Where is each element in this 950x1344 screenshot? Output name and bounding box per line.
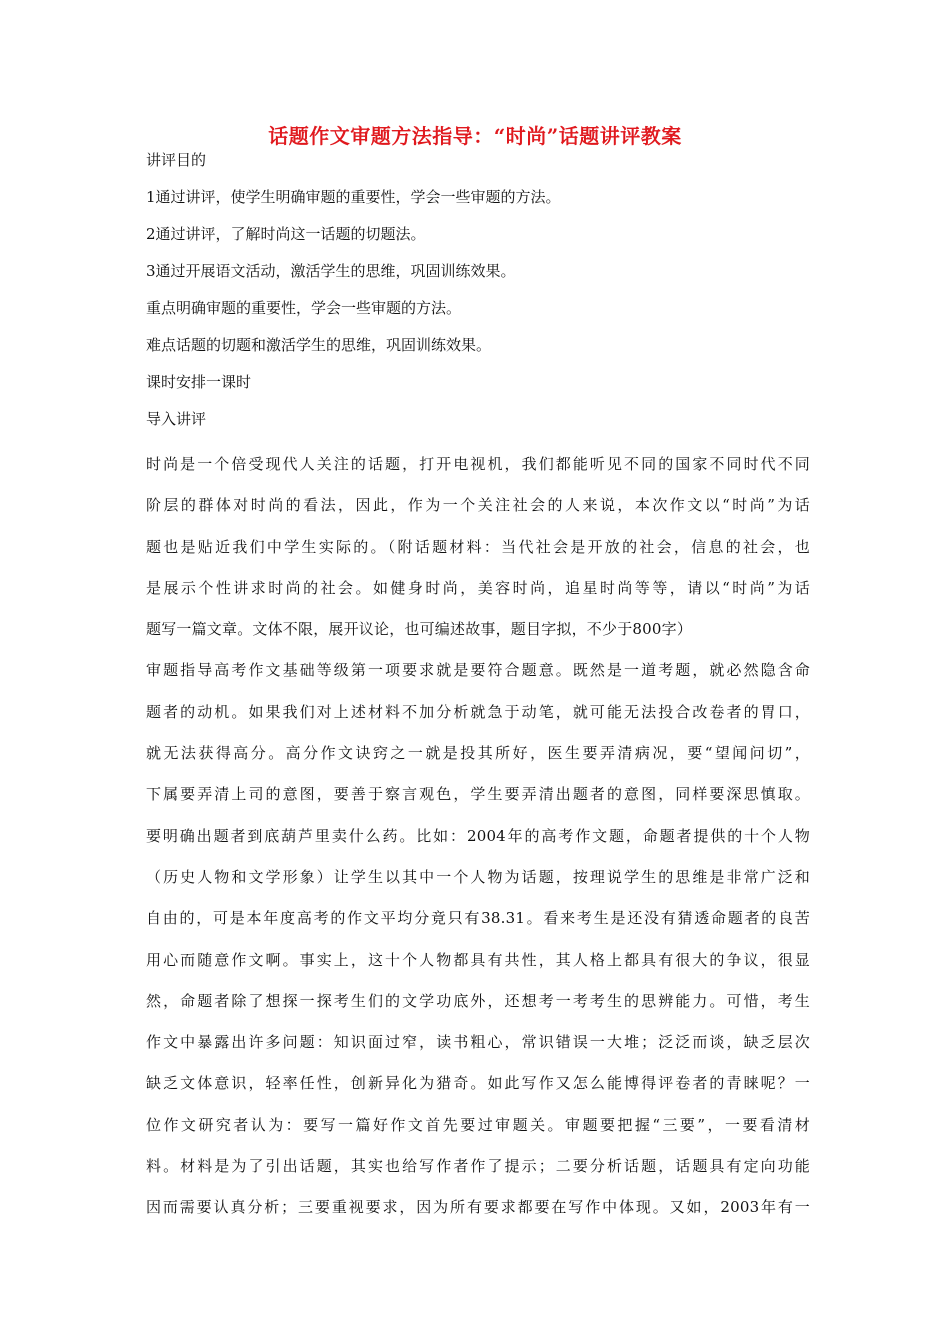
paragraph-line: 是展示个性讲求时尚的社会。如健身时尚，美容时尚，追星时尚等等，请以“时尚”为话: [146, 578, 810, 597]
section-heading-objectives: 讲评目的: [146, 151, 207, 169]
paragraph-line: 就无法获得高分。高分作文诀窍之一就是投其所好，医生要弄清病况，要“望闻问切”，: [146, 744, 810, 763]
paragraph-line: 题也是贴近我们中学生实际的。（附话题材料：当代社会是开放的社会，信息的社会，也: [146, 537, 810, 556]
paragraph-line: 然，命题者除了想探一探考生们的文学功底外，还想考一考考生的思辨能力。可惜，考生: [146, 991, 810, 1010]
paragraph-line: 作文中暴露出许多问题：知识面过窄，读书粗心，常识错误一大堆；泛泛而谈，缺乏层次: [146, 1033, 810, 1052]
paragraph-line: 题者的动机。如果我们对上述材料不加分析就急于动笔，就可能无法投合改卷者的胃口，: [146, 702, 810, 721]
document-body: [146, 148, 810, 1229]
difficult-point-line: 难点话题的切题和激活学生的思维，巩固训练效果。: [146, 336, 492, 354]
paragraph-line: 审题指导高考作文基础等级第一项要求就是要符合题意。既然是一道考题，就必然隐含命: [146, 661, 810, 680]
objective-item-1: 1通过讲评，使学生明确审题的重要性，学会一些审题的方法。: [146, 188, 561, 206]
class-hours-line: 课时安排一课时: [146, 373, 252, 391]
paragraph-line: 因而需要认真分析；三要重视要求，因为所有要求都要在写作中体现。又如，2003年有一: [146, 1198, 810, 1217]
paragraph-line: 题写一篇文章。文体不限，展开议论，也可编述故事，题目字拟，不少于800字）: [146, 620, 693, 639]
paragraph-line: 用心而随意作文啊。事实上，这十个人物都具有共性，其人格上都具有很大的争议，很显: [146, 950, 810, 969]
paragraph-intro: [146, 444, 810, 650]
objective-item-3: 3通过开展语文活动，激活学生的思维，巩固训练效果。: [146, 262, 516, 280]
section-heading-intro: 导入讲评: [146, 410, 207, 428]
paragraph-line: （历史人物和文学形象）让学生以其中一个人物为话题，按理说学生的思维是非常广泛和: [146, 867, 810, 886]
paragraph-line: 要明确出题者到底葫芦里卖什么药。比如：2004年的高考作文题，命题者提供的十个人物: [146, 826, 810, 845]
paragraph-line: 缺乏文体意识，轻率任性，创新异化为猎奇。如此写作又怎么能博得评卷者的青睐呢？一: [146, 1074, 810, 1093]
paragraph-line: 下属要弄清上司的意图，要善于察言观色，学生要弄清出题者的意图，同样要深思慎取。: [146, 785, 810, 804]
paragraph-line: 自由的，可是本年度高考的作文平均分竟只有38.31。看来考生是还没有猜透命题者的良苦: [146, 909, 810, 928]
paragraph-guidance: [146, 650, 810, 1228]
paragraph-line: 位作文研究者认为：要写一篇好作文首先要过审题关。审题要把握“三要”，一要看清材: [146, 1115, 810, 1134]
objective-item-2: 2通过讲评，了解时尚这一话题的切题法。: [146, 225, 426, 243]
paragraph-line: 料。材料是为了引出话题，其实也给写作者作了提示；二要分析话题，话题具有定向功能: [146, 1157, 810, 1176]
paragraph-line: 阶层的群体对时尚的看法，因此，作为一个关注社会的人来说，本次作文以“时尚”为话: [146, 496, 810, 515]
document-title: 话题作文审题方法指导：“时尚”话题讲评教案: [268, 124, 682, 148]
key-point-line: 重点明确审题的重要性，学会一些审题的方法。: [146, 299, 462, 317]
paragraph-line: 时尚是一个倍受现代人关注的话题，打开电视机，我们都能听见不同的国家不同时代不同: [146, 455, 810, 473]
